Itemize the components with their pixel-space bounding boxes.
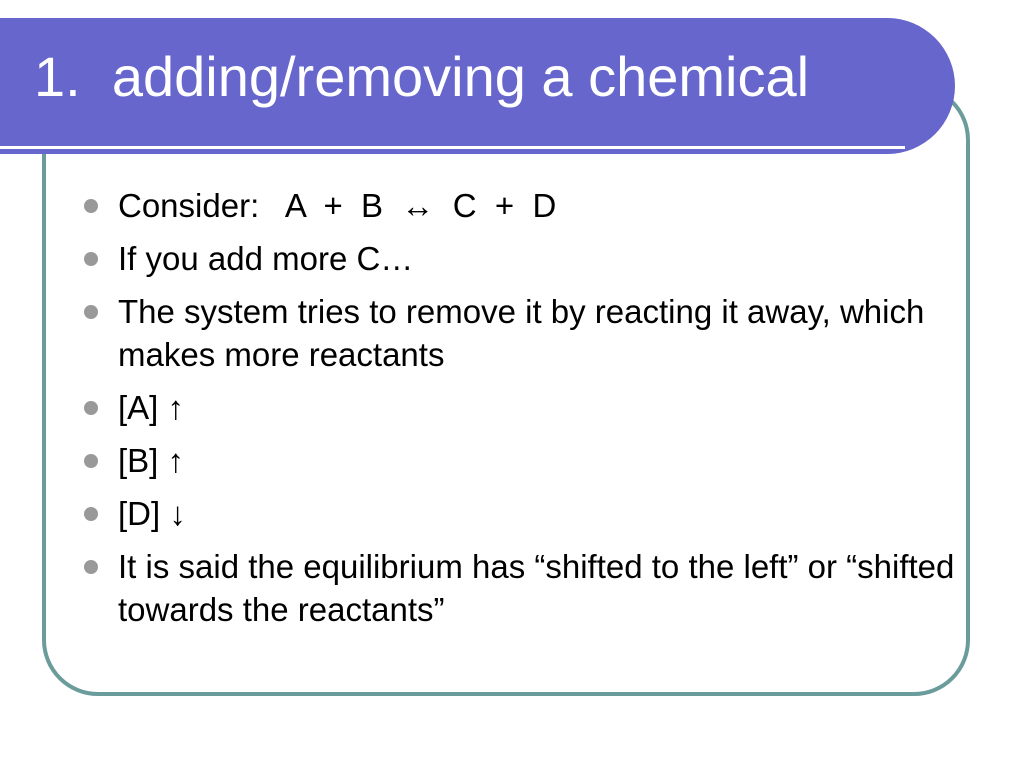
circle-bullet-icon [84, 252, 98, 266]
bullet-item [78, 386, 958, 429]
circle-bullet-icon [84, 401, 98, 415]
slide-title: 1. adding/removing a chemical [34, 45, 810, 108]
bullet-item [78, 545, 964, 631]
circle-bullet-icon [84, 454, 98, 468]
bullet-item [78, 492, 958, 535]
circle-bullet-icon [84, 305, 98, 319]
bullet-text: It is said the equilibrium has “shifted to the left” or “shifted towards the reactants” [118, 548, 964, 628]
bullet-text: If you add more C… [118, 240, 414, 277]
bullet-list [78, 184, 964, 641]
circle-bullet-icon [84, 199, 98, 213]
bullet-item [78, 290, 958, 376]
bullet-text: [D] ↓ [118, 495, 186, 532]
bullet-item [78, 439, 958, 482]
circle-bullet-icon [84, 507, 98, 521]
bullet-text: [B] ↑ [118, 442, 185, 479]
bullet-text: The system tries to remove it by reacting it away, which makes more reactants [118, 293, 934, 373]
bullet-item [78, 184, 958, 227]
circle-bullet-icon [84, 560, 98, 574]
bullet-item [78, 237, 958, 280]
bullet-text: Consider: A + B ↔ C + D [118, 187, 557, 224]
bullet-text: [A] ↑ [118, 389, 185, 426]
title-underline [0, 146, 905, 149]
